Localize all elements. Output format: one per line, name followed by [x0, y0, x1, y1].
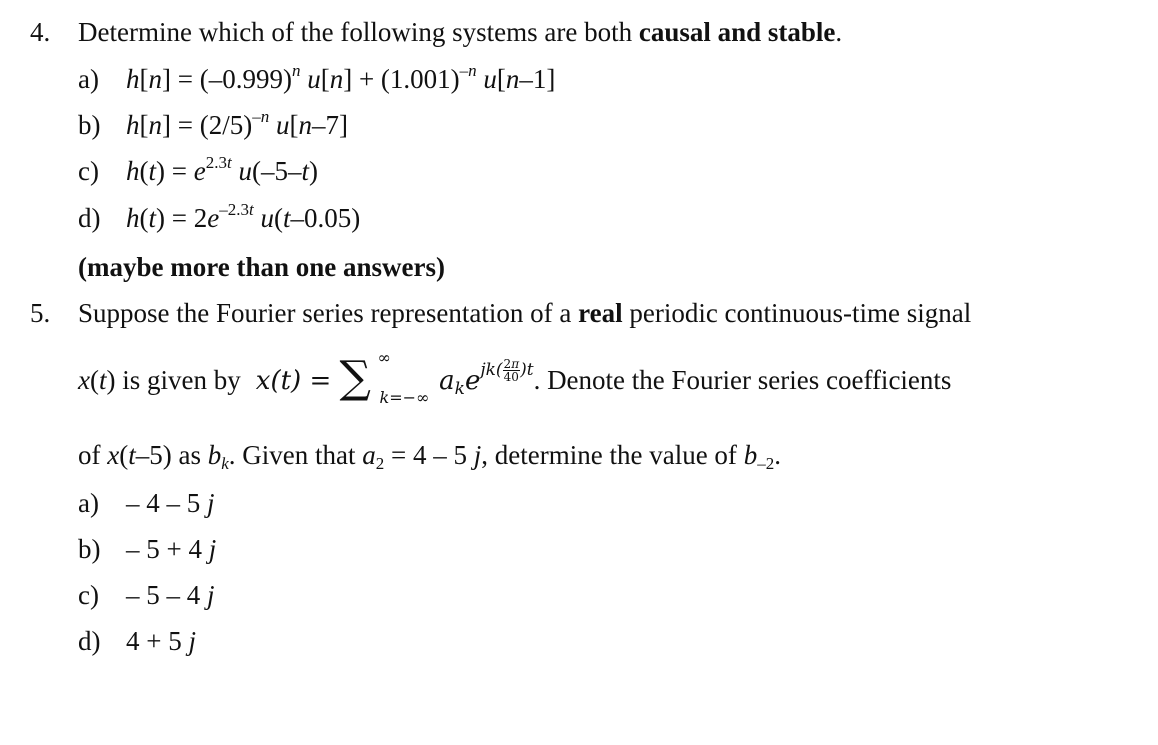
q5-option-a: a) – 4 – 5 j [78, 488, 215, 518]
emphasis: real [578, 298, 623, 328]
q4-option-d: d) $h(t) = 2e^{-2.3t}$ u(t–0.05) [78, 200, 361, 233]
q4-option-c: c) $h(t) = e^{2.3t}$ u(–5–t) [78, 153, 318, 186]
summation-symbol: ∑ ∞ k=−∞ [339, 348, 430, 407]
fourier-series-equation: x(t) = ∑ ∞ k=−∞ $a_ke^{jk( \frac{2\pi}{40} )t}$ [255, 348, 534, 407]
emphasis: causal and stable [638, 17, 836, 47]
q4-option-a: a) $h[n] = (-0.999)^n$ $u[n] + (1.001)^{-n}$ u[n–1] [78, 61, 556, 94]
q5-option-d: d) 4 + 5 j [78, 626, 196, 656]
question-5-stem-line3: of x(t–5) as $b_k$. Given that $a_2 = 4 - 5$ j, determine the value of $b_{-2}$. [78, 440, 781, 473]
question-5-stem-line1: 5. Suppose the Fourier series representation of a real periodic continuous-time signal [30, 298, 972, 328]
question-4-stem: 4. Determine which of the following systems are both causal and stable. [30, 17, 843, 47]
q5-option-c: c) – 5 – 4 j [78, 580, 215, 610]
q4-option-b: b) $h[n] = (2/5)^{-n}$ u[n–7] [78, 107, 348, 140]
q5-option-b: b) – 5 + 4 j [78, 534, 217, 564]
question-5-stem-line2: x(t) is given by x(t) = ∑ ∞ k=−∞ $a_ke^{jk( \frac{2\pi}{40} )t}$. Denote the Fourier series coefficients [78, 348, 952, 407]
question-number: 5. [30, 298, 51, 328]
q4-note: (maybe more than one answers) [78, 252, 445, 282]
question-number: 4. [30, 17, 51, 47]
